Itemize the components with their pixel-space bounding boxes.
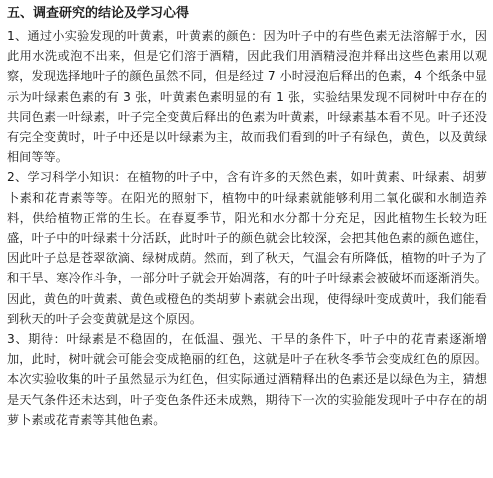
section-heading: 五、调查研究的结论及学习心得 bbox=[7, 6, 190, 21]
paragraph-conclusion: 1、通过小实验发现的叶黄素，叶黄素的颜色：因为叶子中的有些色素无法溶解于水，因此用水洗或泡不出来，但是它们溶于酒精，因此我们用酒精浸泡并释出这些色素用以观察，发现选择地叶子的颜色虽然不同，但是经过 7 小时浸泡后释出的色素，4 个纸条中显示为叶绿素色素的有 3 张，叶黄素色素明显的有 1 张，实验结果发现不同树叶中存在的共同色素一叶绿素，叶子完全变黄后释出的色素为叶黄素，叶绿素基本看不见。叶子还没有完全变黄时，叶子中还是以叶绿素为主，故而我们看到的叶子有绿色，黄色，以及黄绿相间等等。 bbox=[7, 29, 487, 165]
paragraph-expectation: 3、期待：叶绿素是不稳固的，在低温、强光、干旱的条件下，叶子中的花青素逐渐增加，此时，树叶就会可能会变成艳丽的红色，这就是叶子在秋冬季节会变成红色的原因。本次实验收集的叶子虽然显示为红色，但实际通过酒精释出的色素还是以绿色为主，猜想是天气条件还未达到，叶子变色条件还未成熟，期待下一次的实验能发现叶子中存在的胡萝卜素或花青素等其他色素。 bbox=[7, 332, 487, 427]
paragraph-science-knowledge: 2、学习科学小知识：在植物的叶子中，含有许多的天然色素，如叶黄素、叶绿素、胡萝卜素和花青素等等。在阳光的照射下，植物中的叶绿素就能够利用二氧化碳和水制造养料，供给植物正常的生长。在春夏季节，阳光和水分都十分充足，因此植物生长较为旺盛，叶子中的叶绿素十分活跃，此时叶子的颜色就会比较深，会把其他色素的颜色遮住，因此叶子总是苍翠欲滴、绿树成荫。然而，到了秋天，气温会有所降低，植物的叶子为了和干旱、寒冷作斗争，一部分叶子就会开始凋落，有的叶子叶绿素会被破坏而逐渐消失。因此，黄色的叶黄素、黄色或橙色的类胡萝卜素就会出现，使得绿叶变成黄叶，我们能看到秋天的叶子会变黄就是这个原因。 bbox=[7, 170, 487, 326]
